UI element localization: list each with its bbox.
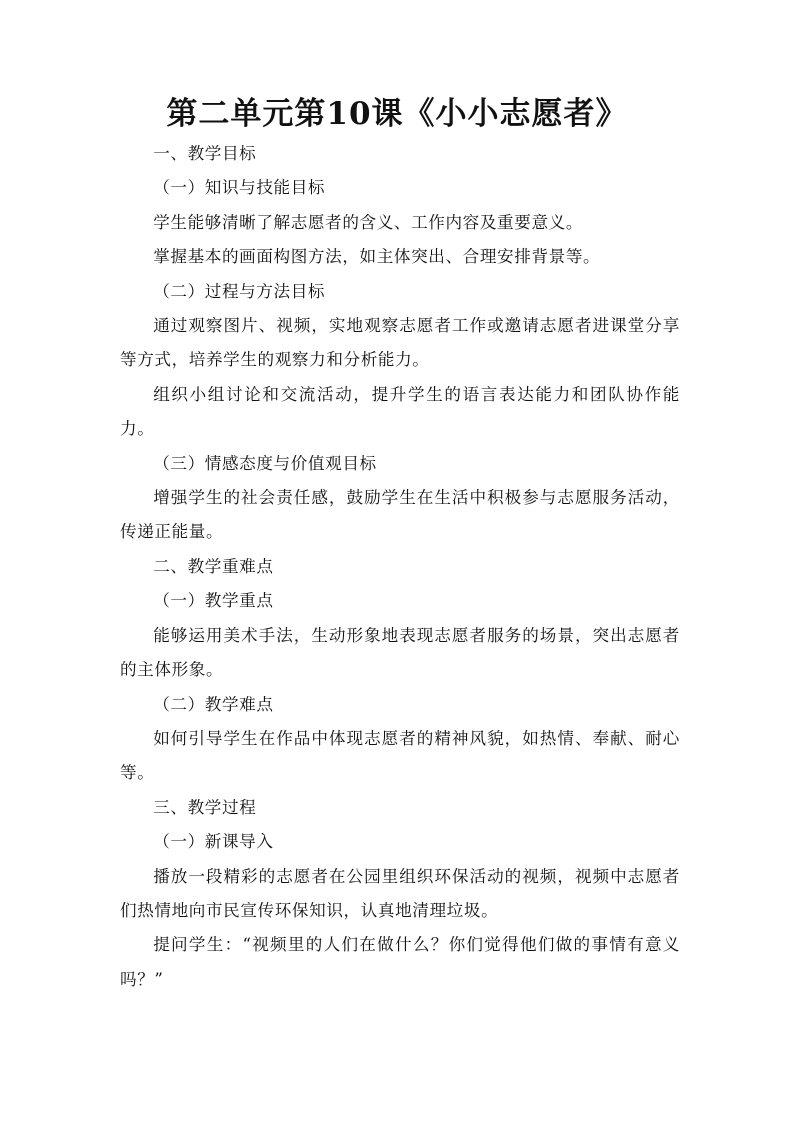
section-heading-key-points: 二、教学重难点 bbox=[153, 556, 274, 576]
subheading-knowledge-skills: （一）知识与技能目标 bbox=[153, 178, 326, 198]
paragraph: 掌握基本的画面构图方法，如主体突出、合理安排背景等。 bbox=[153, 247, 601, 267]
subheading-emotion-values: （三）情感态度与价值观目标 bbox=[153, 453, 377, 473]
paragraph: 增强学生的社会责任感，鼓励学生在生活中积极参与志愿服务活动，传递正能量。 bbox=[120, 488, 680, 542]
paragraph: 提问学生：“视频里的人们在做什么？你们觉得他们做的事情有意义吗？” bbox=[120, 935, 680, 989]
document-title: 第二单元第10课《小小志愿者》 bbox=[166, 96, 628, 132]
subheading-process-method: （二）过程与方法目标 bbox=[153, 281, 326, 301]
section-heading-objectives: 一、教学目标 bbox=[153, 144, 257, 163]
paragraph: 能够运用美术手法，生动形象地表现志愿者服务的场景，突出志愿者的主体形象。 bbox=[120, 625, 680, 680]
subheading-teaching-focus: （一）教学重点 bbox=[153, 591, 274, 611]
section-heading-process: 三、教学过程 bbox=[153, 797, 257, 817]
subheading-teaching-difficulty: （二）教学难点 bbox=[153, 694, 274, 714]
subheading-introduction: （一）新课导入 bbox=[153, 832, 274, 852]
paragraph: 学生能够清晰了解志愿者的含义、工作内容及重要意义。 bbox=[153, 212, 584, 232]
paragraph: 组织小组讨论和交流活动，提升学生的语言表达能力和团队协作能力。 bbox=[120, 384, 680, 439]
paragraph: 播放一段精彩的志愿者在公园里组织环保活动的视频，视频中志愿者们热情地向市民宣传环保知识，认真地清理垃圾。 bbox=[120, 866, 680, 920]
document-body bbox=[120, 137, 680, 997]
paragraph: 如何引导学生在作品中体现志愿者的精神风貌，如热情、奉献、耐心等。 bbox=[120, 728, 680, 783]
paragraph: 通过观察图片、视频，实地观察志愿者工作或邀请志愿者进课堂分享等方式，培养学生的观察力和分析能力。 bbox=[120, 316, 680, 370]
